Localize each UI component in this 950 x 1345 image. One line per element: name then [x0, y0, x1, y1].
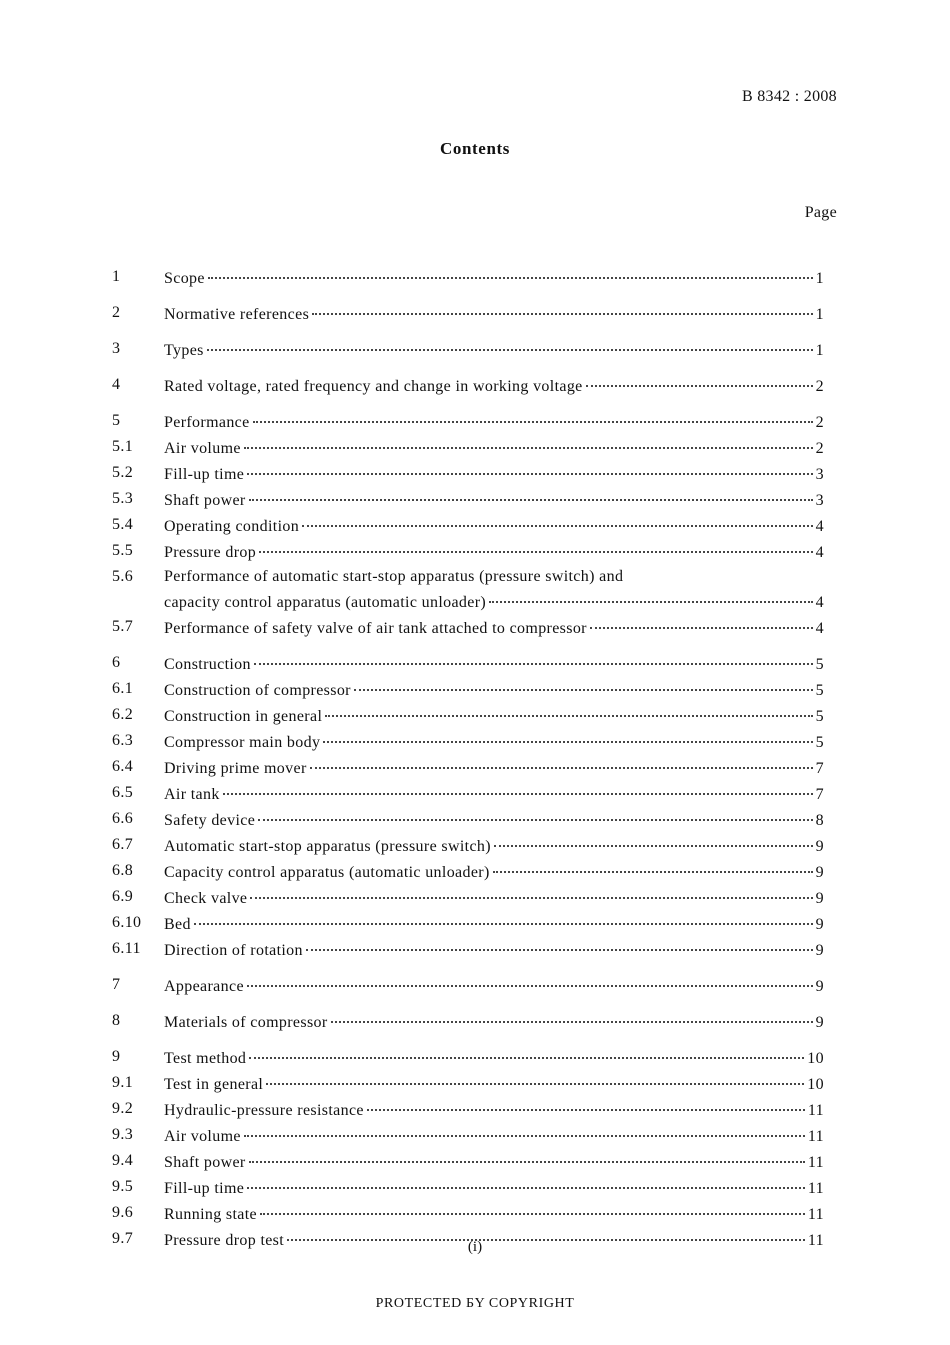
toc-entry-page: 8 — [815, 812, 824, 829]
toc-entry-page: 9 — [815, 942, 824, 959]
dot-leader — [247, 1171, 805, 1189]
dot-leader — [331, 1005, 813, 1023]
toc-entry-title: Running state — [164, 1206, 257, 1223]
dot-leader — [247, 457, 812, 475]
dot-leader — [249, 1145, 805, 1163]
table-of-contents — [112, 265, 824, 1253]
dot-leader — [312, 297, 813, 315]
toc-entry-title: Pressure drop test — [164, 1232, 285, 1249]
toc-entry-number: 6.5 — [112, 784, 134, 801]
toc-entry-title: Performance of automatic start-stop apparatus (pressure switch) and — [164, 568, 624, 585]
toc-entry-page: 4 — [815, 518, 824, 535]
toc-entry-title: Fill-up time — [164, 466, 245, 483]
dot-leader — [306, 933, 813, 951]
toc-entry-title: Capacity control apparatus (automatic unloader) — [164, 864, 490, 881]
toc-entry-page: 9 — [815, 890, 824, 907]
toc-entry-page: 3 — [815, 466, 824, 483]
toc-entry-number: 7 — [112, 976, 121, 993]
toc-entry-number: 5.6 — [112, 568, 134, 585]
toc-entry-number: 6.11 — [112, 940, 141, 957]
document-code: B 8342 : 2008 — [741, 88, 837, 105]
toc-entry-title: Driving prime mover — [164, 760, 307, 777]
toc-entry-page: 11 — [807, 1232, 824, 1249]
dot-leader — [590, 611, 813, 629]
toc-entry-page: 11 — [807, 1180, 824, 1197]
toc-entry-title: Performance of safety valve of air tank attached to compressor — [164, 620, 587, 637]
toc-entry-number: 6.7 — [112, 836, 134, 853]
dot-leader — [194, 907, 813, 925]
toc-entry-number: 6.1 — [112, 680, 134, 697]
dot-leader — [354, 673, 813, 691]
toc-entry-page: 4 — [815, 620, 824, 637]
toc-entry-number: 6.6 — [112, 810, 134, 827]
toc-entry-page: 1 — [815, 270, 824, 287]
toc-entry-number: 6 — [112, 654, 121, 671]
toc-entry-number: 1 — [112, 268, 121, 285]
dot-leader — [489, 585, 813, 603]
toc-entry-number: 5.3 — [112, 490, 134, 507]
dot-leader — [247, 969, 813, 987]
dot-leader — [494, 829, 813, 847]
toc-entry-title: Construction in general — [164, 708, 323, 725]
toc-entry-page: 4 — [815, 594, 824, 611]
toc-entry-title: Compressor main body — [164, 734, 321, 751]
page-title: Contents — [440, 139, 510, 158]
toc-entry-number: 3 — [112, 340, 121, 357]
toc-entry-page: 2 — [815, 378, 824, 395]
toc-entry-title: Normative references — [164, 306, 310, 323]
toc-entry-title: Construction of compressor — [164, 682, 351, 699]
dot-leader — [223, 777, 813, 795]
toc-entry — [112, 615, 824, 641]
toc-entry-title: Hydraulic-pressure resistance — [164, 1102, 364, 1119]
dot-leader — [325, 699, 812, 717]
dot-leader — [302, 509, 813, 527]
toc-entry-page: 7 — [815, 786, 824, 803]
toc-entry-number: 9 — [112, 1048, 121, 1065]
toc-entry-number: 6.4 — [112, 758, 134, 775]
dot-leader — [254, 647, 813, 665]
dot-leader — [207, 333, 813, 351]
toc-entry-title: Automatic start-stop apparatus (pressure switch) — [164, 838, 491, 855]
footer-copyright: PROTECTED БY COPYRIGHT — [375, 1296, 575, 1311]
dot-leader — [586, 369, 813, 387]
toc-entry-title: Fill-up time — [164, 1180, 245, 1197]
dot-leader — [493, 855, 813, 873]
toc-entry-page: 9 — [815, 1014, 824, 1031]
toc-entry — [112, 265, 824, 291]
toc-entry-title: Test method — [164, 1050, 247, 1067]
toc-entry-number: 9.6 — [112, 1204, 134, 1221]
toc-entry-number: 6.8 — [112, 862, 134, 879]
toc-entry-page: 11 — [807, 1206, 824, 1223]
toc-entry-title: Safety device — [164, 812, 256, 829]
toc-entry — [112, 937, 824, 963]
toc-entry-number: 4 — [112, 376, 121, 393]
toc-entry-title-continued: capacity control apparatus (automatic unloader) — [164, 594, 487, 611]
toc-entry-title: Shaft power — [164, 1154, 246, 1171]
toc-entry-title: Performance — [164, 414, 250, 431]
toc-entry-title: Operating condition — [164, 518, 300, 535]
page-column-header: Page — [804, 204, 837, 221]
dot-leader — [367, 1093, 805, 1111]
toc-entry-title: Types — [164, 342, 204, 359]
toc-entry-title: Materials of compressor — [164, 1014, 328, 1031]
dot-leader — [244, 431, 813, 449]
toc-entry-title: Scope — [164, 270, 205, 287]
toc-entry — [112, 1009, 824, 1035]
toc-entry-title: Air volume — [164, 440, 241, 457]
toc-entry-page: 10 — [807, 1050, 824, 1067]
dot-leader — [249, 1041, 804, 1059]
toc-entry-page: 9 — [815, 916, 824, 933]
toc-entry-page: 9 — [815, 838, 824, 855]
footer-page-number: (i) — [467, 1239, 483, 1255]
toc-entry-title: Shaft power — [164, 492, 246, 509]
toc-entry-title: Appearance — [164, 978, 244, 995]
toc-entry-number: 2 — [112, 304, 121, 321]
toc-entry-page: 5 — [815, 708, 824, 725]
dot-leader — [250, 881, 812, 899]
toc-entry-number: 5.7 — [112, 618, 134, 635]
toc-entry-title: Pressure drop — [164, 544, 257, 561]
dot-leader — [253, 405, 813, 423]
toc-entry-page: 11 — [807, 1102, 824, 1119]
toc-entry-number: 6.3 — [112, 732, 134, 749]
toc-entry-number: 5.5 — [112, 542, 134, 559]
toc-entry-page: 10 — [807, 1076, 824, 1093]
toc-entry-page: 9 — [815, 978, 824, 995]
toc-entry-title: Air volume — [164, 1128, 241, 1145]
toc-entry-number: 9.2 — [112, 1100, 134, 1117]
toc-entry-number: 5.1 — [112, 438, 134, 455]
toc-entry-number: 8 — [112, 1012, 121, 1029]
dot-leader — [323, 725, 812, 743]
toc-entry-title: Air tank — [164, 786, 220, 803]
toc-entry-page: 7 — [815, 760, 824, 777]
toc-entry-page: 9 — [815, 864, 824, 881]
toc-entry-page: 4 — [815, 544, 824, 561]
toc-entry-page: 5 — [815, 682, 824, 699]
toc-entry-page: 11 — [807, 1128, 824, 1145]
dot-leader — [258, 803, 812, 821]
toc-entry-page: 2 — [815, 440, 824, 457]
toc-entry — [112, 373, 824, 399]
toc-entry-number: 5.2 — [112, 464, 134, 481]
toc-entry — [112, 337, 824, 363]
toc-entry-title: Rated voltage, rated frequency and change in working voltage — [164, 378, 583, 395]
dot-leader — [249, 483, 813, 501]
toc-entry — [112, 565, 824, 615]
toc-entry-number: 6.10 — [112, 914, 142, 931]
toc-entry-title: Construction — [164, 656, 251, 673]
dot-leader — [260, 1197, 805, 1215]
toc-entry-number: 6.9 — [112, 888, 134, 905]
toc-entry — [112, 301, 824, 327]
toc-entry-page: 5 — [815, 734, 824, 751]
toc-entry-title: Bed — [164, 916, 191, 933]
toc-entry-number: 9.4 — [112, 1152, 134, 1169]
dot-leader — [266, 1067, 804, 1085]
toc-entry-title: Test in general — [164, 1076, 264, 1093]
dot-leader — [244, 1119, 805, 1137]
toc-entry-number: 9.7 — [112, 1230, 134, 1247]
toc-entry-page: 3 — [815, 492, 824, 509]
toc-entry-number: 5.4 — [112, 516, 134, 533]
toc-entry — [112, 973, 824, 999]
toc-entry-page: 11 — [807, 1154, 824, 1171]
toc-entry-number: 6.2 — [112, 706, 134, 723]
dot-leader — [310, 751, 813, 769]
toc-entry — [112, 539, 824, 565]
toc-entry-page: 5 — [815, 656, 824, 673]
toc-entry-title: Check valve — [164, 890, 248, 907]
toc-entry-page: 1 — [815, 306, 824, 323]
toc-entry-number: 5 — [112, 412, 121, 429]
toc-entry-number: 9.5 — [112, 1178, 134, 1195]
dot-leader — [208, 261, 813, 279]
toc-entry-page: 1 — [815, 342, 824, 359]
toc-entry-title: Direction of rotation — [164, 942, 303, 959]
toc-entry-number: 9.1 — [112, 1074, 134, 1091]
toc-entry-number: 9.3 — [112, 1126, 134, 1143]
toc-entry-page: 2 — [815, 414, 824, 431]
dot-leader — [259, 535, 813, 553]
